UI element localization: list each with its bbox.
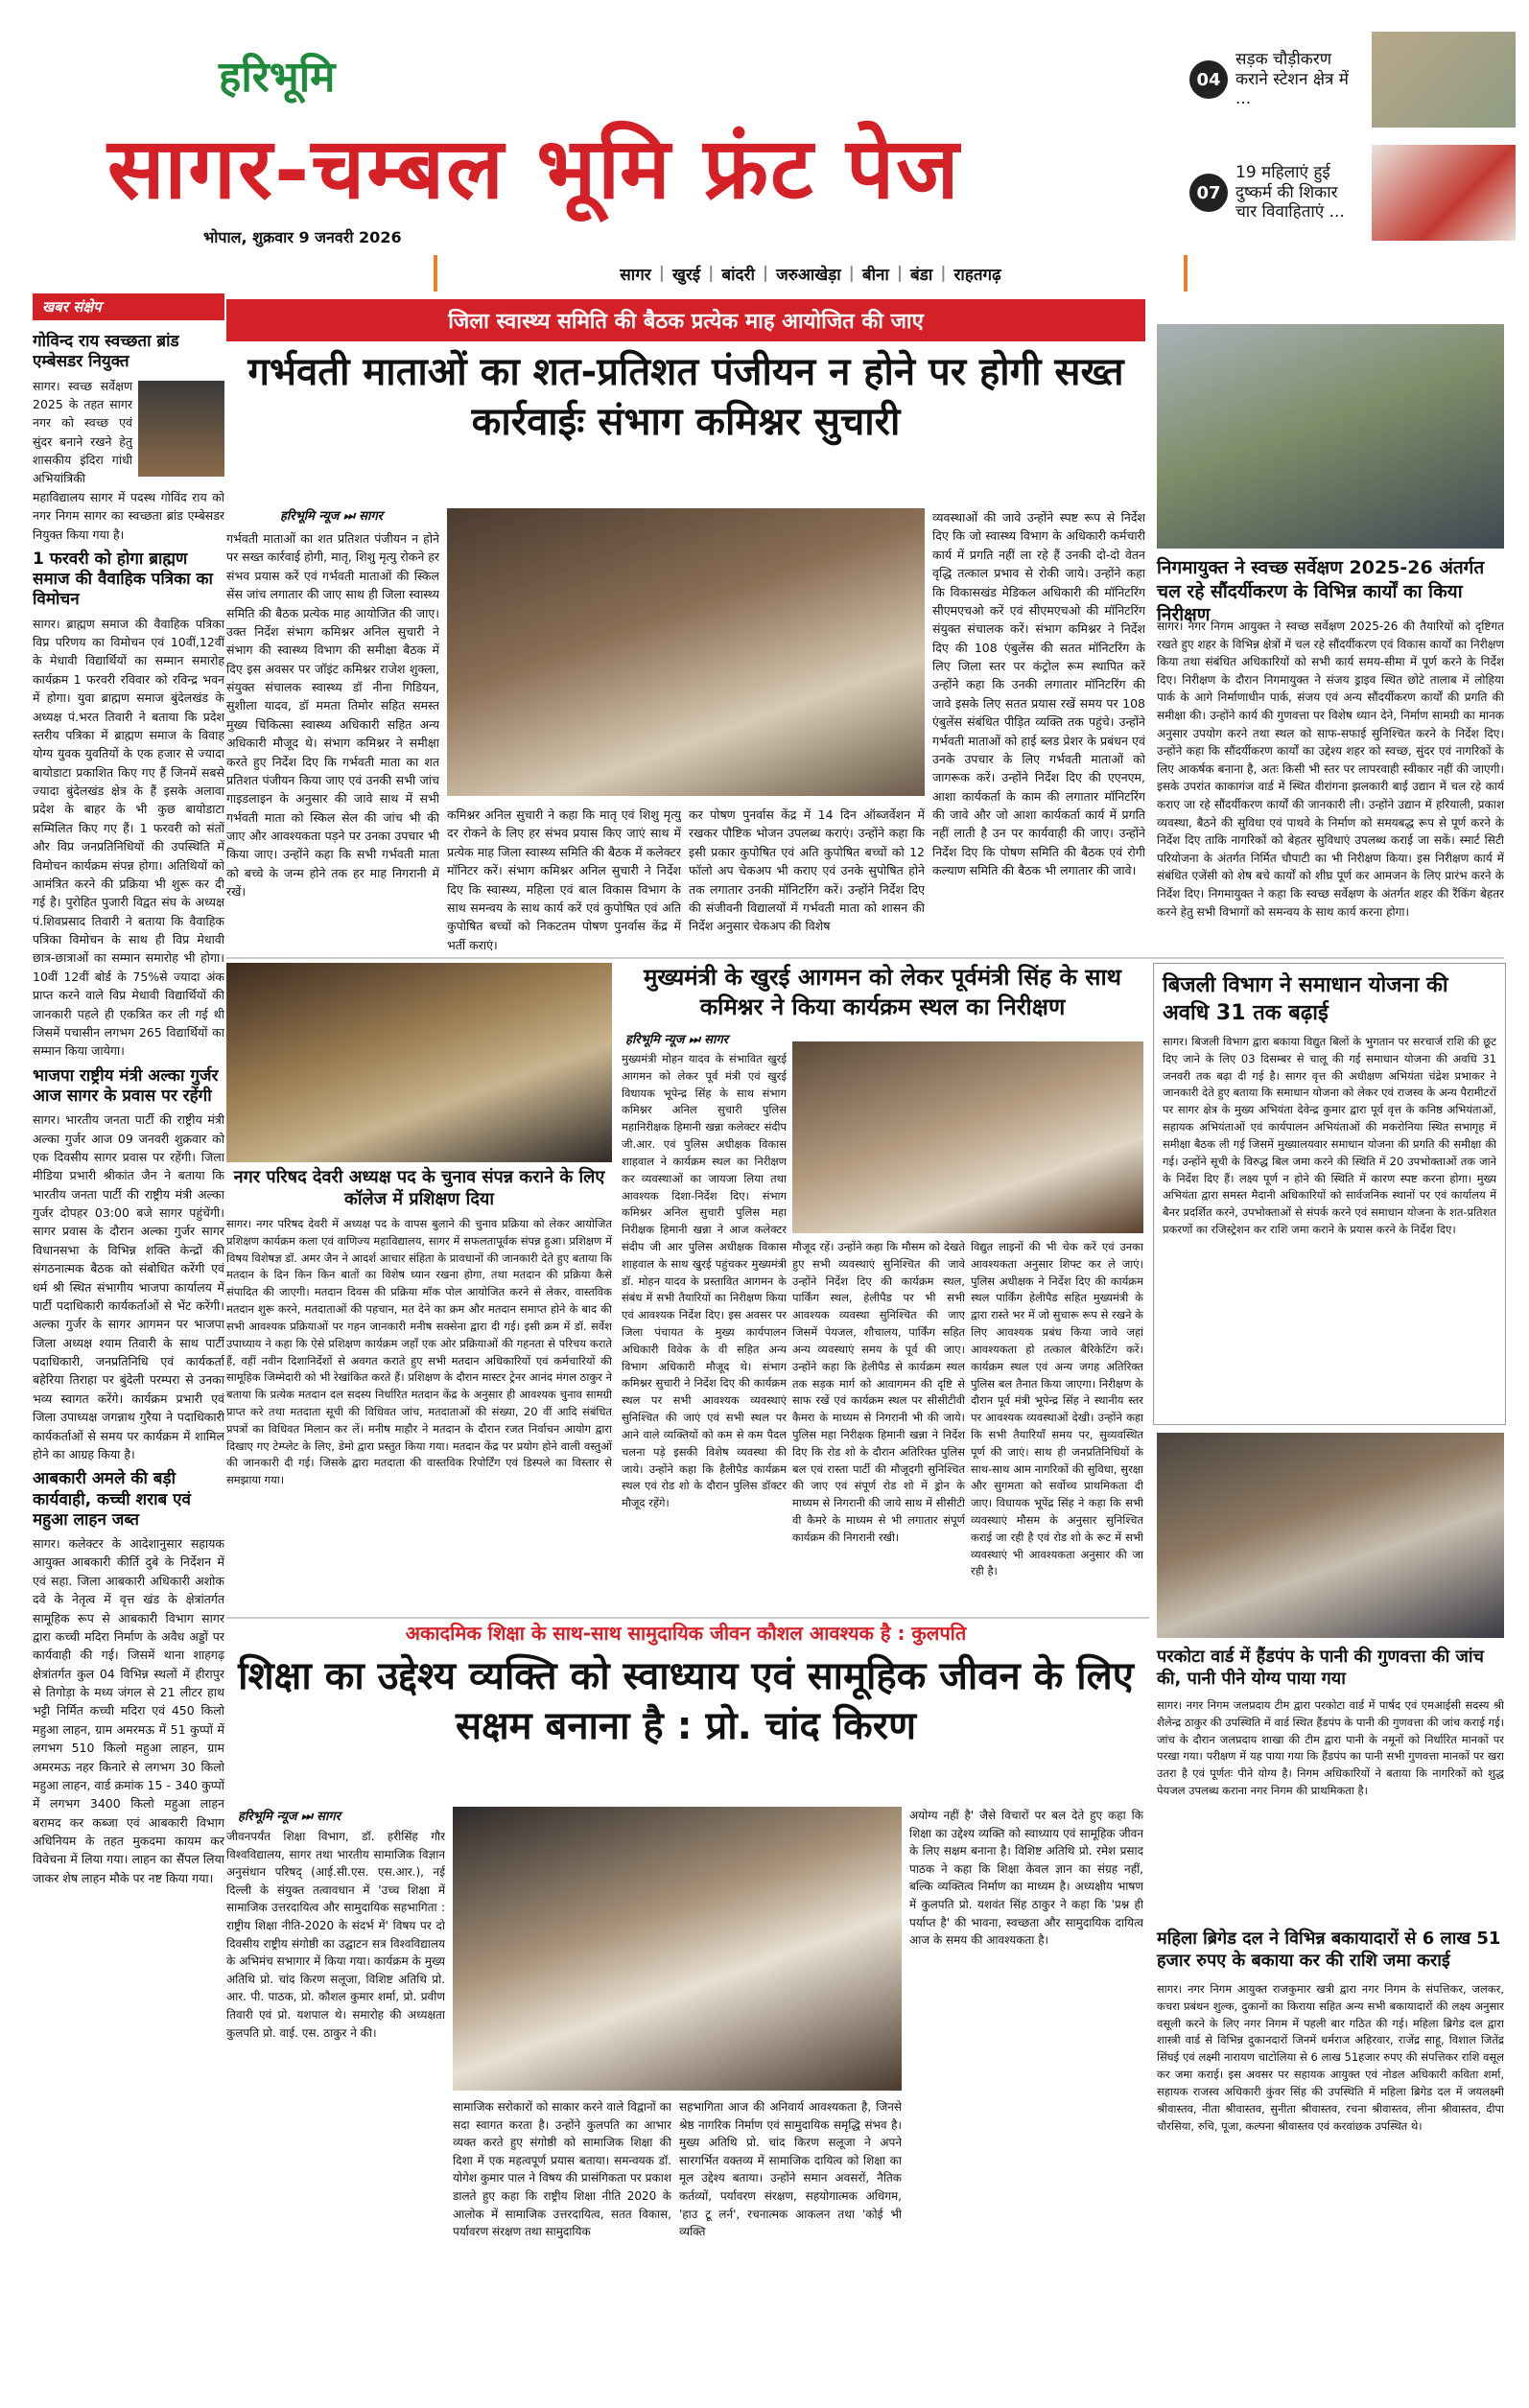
page-title: सागर-चम्बल भूमि फ्रंट पेज xyxy=(107,118,961,218)
handpump-headline: परकोटा वार्ड में हैंडपंप के पानी की गुणवत्ता की जांच की, पानी पीने योग्य पाया गया xyxy=(1157,1647,1484,1690)
promo-text: 19 महिलाएं हुई दुष्कर्म की शिकार चार विवाहिताएं ... xyxy=(1235,163,1345,222)
inspection-photo xyxy=(1157,324,1504,549)
brief-body: सागर। भारतीय जनता पार्टी की राष्ट्रीय मंत्री अल्का गुर्जर आज 09 जनवरी शुक्रवार को एक दिवसीय सागर प्रवास पर रहेंगी। जिला मीडिया प्रभारी श्रीकांत जैन ने बताया कि भारतीय जनता पार्टी की राष्ट्रीय मंत्री अल्का गुर्जर दोपहर 03:00 बजे सागर पहुंचेंगी। सागर प्रवास के दौरान अल्का गुर्जर सागर विधानसभा के विभिन्न शक्ति केन्द्रों की संगठनात्मक बैठक को संबोधित करेंगी एवं धर्म श्री स्थित संभागीय भाजपा कार्यालय में पार्टी पदाधिकारी कार्यकर्ताओं से भेंट करेंगी। अल्का गुर्जर के सागर आगमन पर भाजपा जिला अध्यक्ष श्याम तिवारी के साथ पार्टी पदाधिकारी, जनप्रतिनिधि एवं कार्यकर्ता बहेरिया तिराहा पर बुंदेली परम्परा से उनका भव्य स्वागत करेंगे। कार्यक्रम प्रभारी एवं जिला उपाध्यक्ष जगन्नाथ गुरैया ने पदाधिकारी कार्यकर्ताओं से समय पर कार्यक्रम में शामिल होने का आग्रह किया है। xyxy=(33,1112,224,1461)
promo-teaser[interactable] xyxy=(1189,140,1516,245)
section-nav: सागर | खुरई | बांदरी | जरुआखेड़ा | बीना | बंडा | राहतगढ़ xyxy=(434,255,1188,292)
edu-column-3: सहभागिता आज की अनिवार्य आवश्यकता है, जिनसे श्रेष्ठ नागरिक निर्माण एवं सामुदायिक समृद्धि संभव है। मुख्य अतिथि प्रो. चांद किरण सलूजा ने अपने सारगर्भित वक्तव्य में सामाजिक दायित्व को शिक्षा का मूल उद्देश्य बताया। उन्होंने समान अवसरों, नैतिक कर्तव्यों, पर्यावरण संरक्षण, सहयोगात्मक अधिगम, 'हाउ टू लर्न', रचनात्मक आकलन तथा 'कोई भी व्यक्ति xyxy=(679,2100,902,2239)
nav-item[interactable]: बंडा xyxy=(910,265,933,285)
sidebar-heading: खबर संक्षेप xyxy=(33,293,224,320)
dateline: भोपाल, शुक्रवार 9 जनवरी 2026 xyxy=(203,228,402,246)
brief-body: सागर। स्वच्छ सर्वेक्षण 2025 के तहत सागर नगर को स्वच्छ एवं सुंदर बनाने रखने हेतु शासकीय इंदिरा गांधी अभियांत्रिकी महाविद्यालय सागर में पदस्थ गोविंद राय को नगर निगम सागर का स्वच्छता ब्रांड एम्बेसडर नियुक्त किया गया है। xyxy=(33,378,224,542)
lead-column-4: कर पोषण पुनर्वास केंद्र में 14 दिन ऑब्जर्वेशन में रखकर पौष्टिक भोजन उपलब्ध कराएं। उन्होंने कहा कि इसी प्रकार कुपोषित एवं अति कुपोषित बच्चों को 12 फॉलो अप चेकअप भी कराए एवं उनके सुपोषित होने तक लगातार उनकी मॉनिटरिंग करें। उन्होंने निर्देश दिए की संजीवनी विद्यालयों में गर्भवती माता को शासन की निर्देश अनुसार चेकअप की विशेष xyxy=(689,807,925,934)
lead-headline: गर्भवती माताओं का शत-प्रतिशत पंजीयन न होने पर होगी सख्त कार्रवाईः संभाग कमिश्नर सुचारी xyxy=(247,350,1124,444)
mahila-body: सागर। नगर निगम आयुक्त राजकुमार खत्री द्वारा नगर निगम के संपत्तिकर, जलकर, कचरा प्रबंधन शुल्क, दुकानों का किराया सहित अन्य सभी बकायादारों की लक्ष्य अनुसार वसूली करने के लिए नगर निगम में पहली बार गठित की गई। महिला ब्रिगेड दल द्वारा शास्त्री वार्ड से विभिन्न दुकानदारों जिनमें धर्मराज अहिरवार, राजेंद्र साहू, विशाल जितेंद्र सिंघई एवं लक्ष्मी नारायण चाटोलिया से 6 लाख 51हजार रुपए की संपत्तिकर राशि वसूल कर जमा कराई। इस अवसर पर सहायक आयुक्त एवं नोडल अधिकारी कविता शर्मा, सहायक राजस्व अधिकारी कुंवर सिंह की उपस्थिति में महिला ब्रिगेड दल में जयलक्ष्मी श्रीवास्तव, नीता श्रीवास्तव, सुनीता श्रीवास्तव, रचना श्रीवास्तव, लीना श्रीवास्तव, दीपा चौरसिया, रुचि, पूजा, कल्पना श्रीवास्तव एवं करवांछक उपस्थित थे। xyxy=(1157,1982,1504,2133)
edu-column-1: जीवनपर्यंत शिक्षा विभाग, डॉ. हरीसिंह गौर विश्वविद्यालय, सागर तथा भारतीय सामाजिक विज्ञान अनुसंधान परिषद् (आई.सी.एस. एस.आर.), नई दिल्ली के संयुक्त तत्वावधान में 'उच्च शिक्षा में सामाजिक उत्तरदायित्व और सामुदायिक सहभागिता : राष्ट्रीय शिक्षा नीति-2020 के संदर्भ में' विषय पर दो दिवसीय राष्ट्रीय संगोष्ठी का उद्घाटन सत्र विश्वविद्यालय के अभिमंच सभागार में किया गया। कार्यक्रम के मुख्य अतिथि प्रो. चांद किरण सलूजा, विशिष्ट अतिथि प्रो. आर. पी. पाठक, प्रो. कौशल कुमार शर्मा, प्रो. प्रवीण तिवारी एवं प्रो. यशपाल थे। समारोह की अध्यक्षता कुलपति प्रो. वाई. एस. ठाकुर ने की। xyxy=(226,1830,445,2040)
electricity-body: सागर। बिजली विभाग द्वारा बकाया विद्युत बिलों के भुगतान पर सरचार्ज राशि की छूट दिए जाने के लिए 03 दिसम्बर से चालू की गई समाधान योजना की अवधि 31 जनवरी तक बढ़ा दी गई है। सागर वृत्त की अधीक्षण अभियंता चंद्रेश प्रभाकर ने जानकारी देते हुए बताया कि समाधान योजना को लेकर एवं राजस्व के अन्य पैरामीटरों पर सागर क्षेत्र के मुख्य अभियंता देवेन्द्र कुमार द्वारा पूर्व वृत्त के कनिष्ठ अभियंताओं, सहायक अभियंताओं एवं कार्यपालन अभियंताओं की मकरोनिया स्थित सभागृह में समीक्षा बैठक ली गई जिसमें मुख्यालयवार समाधान योजना की प्रगति की समीक्षा की गई। उन्होंने सूची के विरुद्ध बिल जमा करने की स्थिति में 20 उपभोक्ताओं तक जाने के निर्देश दिए हैं। लक्ष्य पूर्ण न होने की स्थिति में कारण स्पष्ट करना होगा। मुख्य अभियंता द्वारा समस्त मैदानी अधिकारियों को सार्वजनिक स्थानों पर एवं कार्यालय में बैनर प्रदर्शित करने, उपभोक्ताओं से संपर्क करने एवं समाधान योजना के शत-प्रतिशत प्रकरणों का रजिस्ट्रेशन कर राशि जमा कराने के प्रयास करने के निर्देश दिए। xyxy=(1163,1035,1496,1236)
cm-visit-column-1: मुख्यमंत्री मोहन यादव के संभावित खुरई आगमन को लेकर पूर्व मंत्री एवं खुरई विधायक भूपेन्द्र सिंह के साथ संभाग कमिश्नर अनिल सुचारी पुलिस महानिरीक्षक हिमानी खन्ना कलेक्टर संदीप जी.आर. एवं पुलिस अधीक्षक विकास शाहवाल ने कार्यक्रम स्थल का निरीक्षण कर व्यवस्थाओं का जायजा लिया तथा आवश्यक दिशा-निर्देश दिए। संभाग कमिश्नर अनिल सुचारी पुलिस महा निरीक्षक हिमानी खन्ना ने आज कलेक्टर संदीप जी आर पुलिस अधीक्षक विकास शाहवाल के साथ खुरई पहुंचकर मुख्यमंत्री डॉ. मोहन यादव के प्रस्तावित आगमन के संबंध में सभी तैयारियों का निरीक्षण किया एवं आवश्यक निर्देश दिए। इस अवसर पर जिला पंचायत के मुख्य कार्यपालन अधिकारी विवेक के वी सहित अन्य विभाग अधिकारी मौजूद थे। संभाग कमिश्नर सुचारी ने निर्देश दिए की कार्यक्रम स्थल पर सभी आवश्यक व्यवस्थाएं सुनिश्चित की जाएं एवं सभी स्थल पर आने वाले व्यक्तियों को कम से कम पैदल चलना पड़े इसकी विशेष व्यवस्था की जाये। उन्होंने कहा कि हैलीपैड कार्यक्रम स्थल एवं रोड शो के दौरान पुलिस डॉक्टर मौजूद रहेंगे। xyxy=(622,1052,787,1510)
lead-column-2: व्यवस्थाओं की जावे उन्होंने स्पष्ट रूप से निर्देश दिए कि जो स्वास्थ्य विभाग के अधिकारी कर्मचारी कार्य में प्रगति नहीं ला रहे हैं उनकी दो-दो वेतन वृद्धि तत्काल प्रभाव से रोकी जाये। उन्होंने कहा कि विकासखंड मेडिकल अधिकारी की मॉनिटरिंग सीएमएचओ करें एवं सीएमएचओ की मॉनिटरिंग संयुक्त संचालक करें। संभाग कमिश्नर ने निर्देश दिए की 108 एंबुलेंस की सतत मॉनिटरिंग के लिए जिला स्तर पर कंट्रोल रूम स्थापित करें उन्होंने कहा कि उनकी लगातार मॉनिटरिंग की जावे इसके लिए सतत प्रयास रखें समय पर 108 एंबुलेंस संबंधित पीड़ित व्यक्ति तक पहुंचे। उन्होंने गर्भवती माताओं को हाई ब्लड प्रेशर के प्रबंधन एवं उनके उपचार के लिए गर्भवती माताओं को जागरूक करें। उन्होंने निर्देश दिए की एएनएम, आशा कार्यकर्ता के काम की लगातार मॉनिटरिंग की जावे और जो आशा कार्यकर्ता कार्य में प्रगति नहीं लाती है उन पर कार्यवाही की जाए। उन्होंने निर्देश दिए कि पोषण समिति की बैठक एवं रोगी कल्याण समिति की बैठक भी लगातार की जावे। xyxy=(932,510,1145,878)
promo-photo xyxy=(1372,32,1516,128)
lead-meeting-photo xyxy=(447,508,925,796)
divider xyxy=(226,957,1504,959)
promo-text: सड़क चौड़ीकरण कराने स्टेशन क्षेत्र में ... xyxy=(1235,50,1349,109)
edu-ceremony-photo xyxy=(453,1807,902,2091)
electricity-headline: बिजली विभाग ने समाधान योजना की अवधि 31 तक बढ़ाई xyxy=(1163,973,1448,1025)
portrait-photo xyxy=(138,381,224,477)
inspection-body: सागर। नगर निगम आयुक्त ने स्वच्छ सर्वेक्षण 2025-26 की तैयारियों को दृष्टिगत रखते हुए शहर के विभिन्न क्षेत्रों में चल रहे सौंदर्यीकरण एवं विकास कार्यों का निरीक्षण किया तथा संबंधित अधिकारियों को सभी कार्य समय-सीमा में पूर्ण करने के निर्देश दिए। निरीक्षण के दौरान निगमायुक्त ने संजय ड्राइव स्थित छोटे तालाब में लोहिया पार्क के आगे निर्माणाधीन पार्क, संजय एवं अन्य सौंदर्यीकरण कार्यों की प्रगति की समीक्षा की। उन्होंने कार्य की गुणवत्ता पर विशेष ध्यान देने, निर्माण सामग्री का मानक अनुसार उपयोग करने तथा स्थल को साफ-सफाई सुनिश्चित करने के निर्देश दिए। उन्होंने कहा कि सौंदर्यीकरण कार्यों का उद्देश्य शहर को स्वच्छ, सुंदर एवं नागरिकों के लिए आकर्षक बनाना है, अतः किसी भी स्तर पर लापरवाही स्वीकार नहीं की जाएगी। इसके उपरांत काकागंज वार्ड में स्थित वीरांगना झलकारी बाई उद्यान में चल रहे कार्य कराए जा रहे सौंदर्यीकरण कार्यों की जानकारी ली। उन्होंने उद्यान में हरियाली, प्रकाश व्यवस्था, बैठने की सुविधा एवं पाथवे के निर्माण को समयबद्ध रूप से पूर्ण करने के निर्देश दिए ताकि नागरिकों को बेहतर सुविधाएं उपलब्ध कराई जा सकें। स्मार्ट सिटी परियोजना के अंतर्गत निर्मित चौपाटी का भी निरीक्षण किया। इस निरीक्षण कार्य में संबंधित एजेंसी को शेष बचे कार्यों को शीघ्र पूर्ण कर आमजन के लिए प्रारंभ करने के निर्देश दिए। निगमायुक्त ने कहा कि स्वच्छ सर्वेक्षण के अंतर्गत शहर की रैंकिंग बेहतर करने हेतु सभी विभागों को समन्वय के साथ कार्य करना होगा। xyxy=(1157,620,1504,919)
edu-column-2: सामाजिक सरोकारों को साकार करने वाले विद्वानों का सदा स्वागत करता है। उन्होंने कुलपति का आभार व्यक्त करते हुए संगोष्ठी को सामाजिक शिक्षा की दिशा में एक महत्वपूर्ण प्रयास बताया। समन्वयक डॉ. योगेश कुमार पाल ने विषय की प्रासंगिकता पर प्रकाश डालते हुए कहा कि राष्ट्रीय शिक्षा नीति 2020 के आलोक में सामाजिक उत्तरदायित्व, सतत विकास, पर्यावरण संरक्षण तथा सामुदायिक xyxy=(453,2100,671,2239)
promo-photo xyxy=(1372,145,1516,241)
edu-kicker: अकादमिक शिक्षा के साथ-साथ सामुदायिक जीवन कौशल आवश्यक है : कुलपति xyxy=(405,1622,967,1645)
brief-title: 1 फरवरी को होगा ब्राह्मण समाज की वैवाहिक पत्रिका का विमोचन xyxy=(33,549,213,610)
inspection-headline: निगमायुक्त ने स्वच्छ सर्वेक्षण 2025-26 अंतर्गत चल रहे सौंदर्यीकरण के विभिन्न कार्यों का किया निरीक्षण xyxy=(1157,557,1485,626)
brief-title: भाजपा राष्ट्रीय मंत्री अल्का गुर्जर आज सागर के प्रवास पर रहेंगी xyxy=(33,1065,219,1106)
nav-item[interactable]: सागर xyxy=(620,265,651,285)
brand-logo: हरिभूमि xyxy=(219,53,336,102)
cm-visit-column-2: मौजूद रहें। उन्होंने कहा कि मौसम को देखते हुए सभी व्यवस्थाएं सुनिश्चित की जावे उन्होंने निर्देश दिए की कार्यक्रम स्थल, पार्किंग स्थल, हेलीपैड पर भी सभी आवश्यक व्यवस्था सुनिश्चित की जाए जिसमें पेयजल, शौचालय, पार्किंग सहित अन्य व्यवस्थाएं समय के पूर्व की जाए। उन्होंने कहा कि हेलीपैड से कार्यक्रम स्थल तक सड़क मार्ग को आवागमन की दृष्टि से साफ रखें एवं कार्यक्रम स्थल पर सीसीटीवी कैमरा के माध्यम से निगरानी भी की जाये। पुलिस महा निरीक्षक हिमानी खन्ना ने निर्देश दिए कि रोड शो के दौरान अतिरिक्त पुलिस बल एवं रास्ता पार्टी की मौजूदगी सुनिश्चित की जाए एवं संपूर्ण रोड शो में ड्रोन के माध्यम से निगरानी की जाये साथ में सीसीटी वी कैमरे के माध्यम से भी लगातार संपूर्ण कार्यक्रम की निगरानी रखी। xyxy=(792,1240,965,1544)
cm-visit-byline: हरिभूमि न्यूज ⏭ सागर xyxy=(625,1033,728,1047)
cm-visit-column-3: विद्युत लाइनों की भी चेक करें एवं उनका आवश्यकता अनुसार शिफ्ट कर ले जाएं। पुलिस अधीक्षक ने निर्देश दिए की कार्यक्रम स्थल पार्किंग हेलीपैड सहित मुख्यमंत्री के द्वारा रास्ते भर में जो सुचारू रूप से रखने के लिए आवश्यक प्रबंध किया जावे जहां आवश्यकता हो तत्काल बैरिकेटिंग करें। कार्यक्रम स्थल एवं अन्य जगह अतिरिक्त पुलिस बल तैनात किया जाएगा। निरीक्षण के दौरान पूर्व मंत्री भूपेन्द्र सिंह ने स्थानीय स्तर पर आवश्यक व्यवस्थाओं देखी। उन्होंने कहा कि सभी तैयारियाँ समय पर, सुव्यवस्थित पूर्ण की जाएं। साथ ही जनप्रतिनिधियों के साथ-साथ आम नागरिकों की सुविधा, सुरक्षा और सुगमता को सर्वोच्च प्राथमिकता दी जाए। विधायक भूपेंद्र सिंह ने कहा कि सभी व्यवस्थाएं मौसम के अनुसार सुनिश्चित कराई जा रही है एवं रोड शो के रूट में सभी व्यवस्थाएं भी आवश्यकता अनुसार की जा रही है। xyxy=(971,1240,1143,1578)
brief-title: गोविन्द राय स्वच्छता ब्रांड एम्बेसडर नियुक्त xyxy=(33,332,179,372)
brief-body: सागर। कलेक्टर के आदेशानुसार सहायक आयुक्त आबकारी कीर्ति दुबे के निर्देशन में एवं सहा. जिला आबकारी अधिकारी अशोक दवे के नेतृत्व में वृत्त खंड के क्षेत्रांतर्गत सामूहिक रूप से आबकारी विभाग सागर द्वारा कच्ची मदिरा निर्माण के अवैध अड्डों पर कार्यवाही की गई। जिसमें थाना शाहगढ़ क्षेत्रांतर्गत कुल 04 विभिन्न स्थलों में हीरापुर से तिगोड़ा के मध्य जंगल से 21 लीटर हाथ भट्टी निर्मित कच्ची मदिरा एवं 450 किलो महुआ लाहन, ग्राम अमरमऊ में 51 कुप्पों में लगभग 510 किलो महुआ लाहन, ग्राम अमरमऊ नहर किनारे से लगभग 30 किलो महुआ लाहन, वार्ड क्रमांक 15 - 340 कुप्पों में लगभग 3400 किलो महुआ लाहन बरामद कर कब्जा एवं आबकारी विभाग अधिनियम के तहत मुकदमा कायम कर विवेचना में लिया गया। लाहन का सैंपल लिया जाकर शेष लाहन मौके पर नष्ट किया गया। xyxy=(33,1536,224,1885)
brief-body: सागर। ब्राह्मण समाज की वैवाहिक पत्रिका विप्र परिणय का विमोचन एवं 10वीं,12वीं के मेधावी विद्यार्थियों का सम्मान समारोह कार्यक्रम 1 फरवरी रविवार को रविन्द्र भवन में होगा। युवा ब्राह्मण समाज बुंदेलखंड के अध्यक्ष पं.भरत तिवारी ने बताया कि प्रदेश स्तरीय पत्रिका में ब्राह्मण समाज के विवाह योग्य युवक युवतियों के एक हजार से ज्यादा बायोडाटा प्रकाशित किए गए हैं जिनमें सबसे ज्यादा बुंदेलखंड क्षेत्र के हैं इसके अलावा प्रदेश के बाहर के भी कुछ बायोडाटा सम्मिलित किए गए हैं। 1 फरवरी को संतों और विप्र जनप्रतिनिधियों की उपस्थिति में विमोचन कार्यक्रम संपन्न होगा। अतिथियों को आमंत्रित करने की प्रक्रिया भी शुरू कर दी गई है। पुरोहित पुजारी विद्वत संघ के अध्यक्ष पं.शिवप्रसाद तिवारी ने बताया कि वैवाहिक पत्रिका विमोचन के साथ ही विप्र मेधावी छात्र-छात्राओं का सम्मान समारोह भी होगा। 10वीं 12वीं बोर्ड के 75%से ज्यादा अंक प्राप्त करने वाले विप्र मेधावी विद्यार्थियों की जानकारी पहले ही एकत्रित कर ली गई थी जिसमें पचासीन लगभग 265 विद्यार्थियों का सम्मान किया जायेगा। xyxy=(33,616,224,1059)
training-body: सागर। नगर परिषद देवरी में अध्यक्ष पद के वापस बुलाने की चुनाव प्रक्रिया को लेकर आयोजित प्रशिक्षण कार्यक्रम कला एवं वाणिज्य महाविद्यालय, सागर में सफलतापूर्वक संपन्न हुआ। प्रशिक्षण में विषय विशेषज्ञ डॉ. अमर जैन ने आदर्श आचार संहिता के प्रावधानों की जानकारी देते हुए बताया कि मतदान के दिन किन किन बातों का विशेष ध्यान रखना होगा, तथा मतदान की प्रक्रिया कैसे संपादित की जाएगी। मतदान दिवस की प्रक्रिया मॉक पोल आयोजित करने से लेकर, वास्तविक मतदान शुरू करने, मतदाताओं की पहचान, मत देने का क्रम और मतदान समाप्त होने के बाद की सभी आवश्यक प्रक्रियाओं पर गहन जानकारी मनीष सक्सेना द्वारा दी गई। इसी क्रम में डॉ. सर्वेश उपाध्याय ने कहा कि ऐसे प्रशिक्षण कार्यक्रम जहाँ एक ओर प्रक्रियाओं की गहनता से परिचय कराते हैं, वहीं नवीन दिशानिर्देशों से अवगत कराते हुए सभी मतदान अधिकारियों एवं कर्मचारियों की सामूहिक जिम्मेदारी को भी रेखांकित करते हैं। प्रशिक्षण के दौरान मास्टर ट्रेनर आनंद मंगल ठाकुर ने बताया कि प्रत्येक मतदान दल सदस्य निर्धारित मतदान केंद्र के अनुसार ही आवश्यक चुनाव सामग्री प्राप्त करे तथा मतदाता सूची की विधिवत जांच, मतदाताओं की संख्या, 20 वीं आदि संबंधित प्रपत्रों का विधिवत मिलान कर लें। मनीष माहौर ने मतदान के दौरान रजत निर्वाचन आयोग द्वारा दिखाए गए टेम्प्लेट के लिए, डेमो द्वारा प्रस्तुत किया गया। मतदान केंद्र पर प्रयोग होने वाली वस्तुओं की जानकारी दी गई। जिसके द्वारा मतदाता की वास्तविक रिपोर्टिंग एवं डिस्पले का विस्तार से समझाया गया। xyxy=(226,1217,612,1487)
cm-visit-headline: मुख्यमंत्री के खुरई आगमन को लेकर पूर्वमंत्री सिंह के साथ कमिश्नर ने किया कार्यक्रम स्थल का निरीक्षण xyxy=(643,964,1122,1021)
news-brief-column xyxy=(33,326,224,2388)
handpump-photo xyxy=(1157,1433,1504,1638)
brief-title: आबकारी अमले की बड़ी कार्यवाही, कच्ची शराब एवं महुआ लाहन जब्त xyxy=(33,1469,191,1530)
nav-item[interactable]: बांदरी xyxy=(721,265,755,285)
lead-byline: हरिभूमि न्यूज ⏭ सागर xyxy=(280,509,383,524)
cm-visit-photo xyxy=(792,1041,1143,1233)
nav-item[interactable]: जरुआखेड़ा xyxy=(776,265,841,285)
nav-item[interactable]: खुरई xyxy=(671,265,701,285)
divider xyxy=(226,1617,1149,1619)
training-photo xyxy=(226,963,612,1162)
edu-headline: शिक्षा का उद्देश्य व्यक्ति को स्वाध्याय एवं सामूहिक जीवन के लिए सक्षम बनाना है : प्रो. चांद किरण xyxy=(238,1654,1134,1748)
lead-column-3: कमिश्नर अनिल सुचारी ने कहा कि मातृ एवं शिशु मृत्यु दर रोकने के लिए हर संभव प्रयास किए जाएं साथ में प्रत्येक माह जिला स्वास्थ्य समिति की बैठक में कलेक्टर मॉनिटर करें। संभाग कमिश्नर अनिल सुचारी ने निर्देश दिए कि स्वास्थ्य, महिला एवं बाल विकास विभाग के साथ समन्वय के साथ कार्य करें एवं कुपोषित एवं अति कुपोषित बच्चों को निकटतम पोषण पुनर्वास केंद्र में भर्ती कराएं। xyxy=(447,807,681,951)
promo-teaser[interactable] xyxy=(1189,27,1516,132)
nav-item[interactable]: राहतगढ़ xyxy=(953,265,1001,285)
promo-page-number: 04 xyxy=(1189,60,1228,99)
mahila-headline: महिला ब्रिगेड दल ने विभिन्न बकायादारों से 6 लाख 51 हजार रुपए के बकाया कर की राशि जमा कराई xyxy=(1157,1929,1501,1972)
edu-byline: हरिभूमि न्यूज ⏭ सागर xyxy=(238,1810,341,1824)
lead-kicker: जिला स्वास्थ्य समिति की बैठक प्रत्येक माह आयोजित की जाए xyxy=(226,299,1145,341)
promo-page-number: 07 xyxy=(1189,174,1228,212)
nav-item[interactable]: बीना xyxy=(861,265,889,285)
training-headline: नगर परिषद देवरी अध्यक्ष पद के चुनाव संपन्न कराने के लिए कॉलेज में प्रशिक्षण दिया xyxy=(233,1167,605,1210)
edu-column-4: अयोग्य नहीं है' जैसे विचारों पर बल देते हुए कहा कि शिक्षा का उद्देश्य व्यक्ति को स्वाध्याय एवं सामूहिक जीवन के लिए सक्षम बनाना है। विशिष्ट अतिथि प्रो. रमेश प्रसाद पाठक ने कहा कि शिक्षा केवल ज्ञान का संग्रह नहीं, बल्कि व्यक्तित्व निर्माण का माध्यम है। अध्यक्षीय भाषण में कुलपति प्रो. यशवंत सिंह ठाकुर ने कहा कि 'प्रश्न ही पर्याप्त है' की भावना, स्वच्छता और सामुदायिक दायित्व आज के समय की आवश्यकता है। xyxy=(909,1809,1143,1948)
lead-column-1: गर्भवती माताओं का शत प्रतिशत पंजीयन न होने पर सख्त कार्रवाई होगी, मातृ, शिशु मृत्यु रोकने हर संभव प्रयास करें एवं गर्भवती माताओं की स्किल सेंस जांच लगातार की जाए साथ ही जिला स्वास्थ्य समिति की बैठक प्रत्येक माह आयोजित की जाए। उक्त निर्देश संभाग कमिश्नर अनिल सुचारी ने संभाग की स्वास्थ्य विभाग की समीक्षा बैठक में दिए इस अवसर पर जॉइंट कमिश्नर राजेश शुक्ला, संयुक्त संचालक स्वास्थ्य डॉ नीना गिडियन, सुशीला यादव, डॉ ममता तिमोर सहित समस्त मुख्य चिकित्सा स्वास्थ्य अधिकारी सहित अन्य अधिकारी मौजूद थे। संभाग कमिश्नर ने समीक्षा करते हुए निर्देश दिए कि गर्भवती माता का शत प्रतिशत पंजीयन किया जाए एवं उनकी सभी जांच गाइडलाइन के अनुसार की जावे साथ में सभी गर्भवती माता को स्किल सेल की जांच भी की जाए और आवश्यकता पड़ने पर उनका उपचार भी किया जाए। उन्होंने कहा कि सभी गर्भवती माता को बच्चे के जन्म होने तक हर माह निगरानी में रखें। xyxy=(226,531,439,900)
handpump-body: सागर। नगर निगम जलप्रदाय टीम द्वारा परकोटा वार्ड में पार्षद एवं एमआईसी सदस्य श्री शैलेन्द्र ठाकुर की उपस्थिति में वार्ड स्थित हैंडपंप के पानी की गुणवत्ता की जांच कराई गई। जांच के दौरान जलप्रदाय शाखा की टीम द्वारा पानी के नमूनों को निर्धारित मानकों पर परखा गया। परीक्षण में यह पाया गया कि हैंडपंप का पानी सभी गुणवत्ता मानकों पर खरा उतरा है एवं पूर्णतः पीने योग्य है। निगम अधिकारियों ने बताया कि नागरिकों को शुद्ध पेयजल उपलब्ध कराना नगर निगम की प्राथमिकता है। xyxy=(1157,1698,1504,1798)
